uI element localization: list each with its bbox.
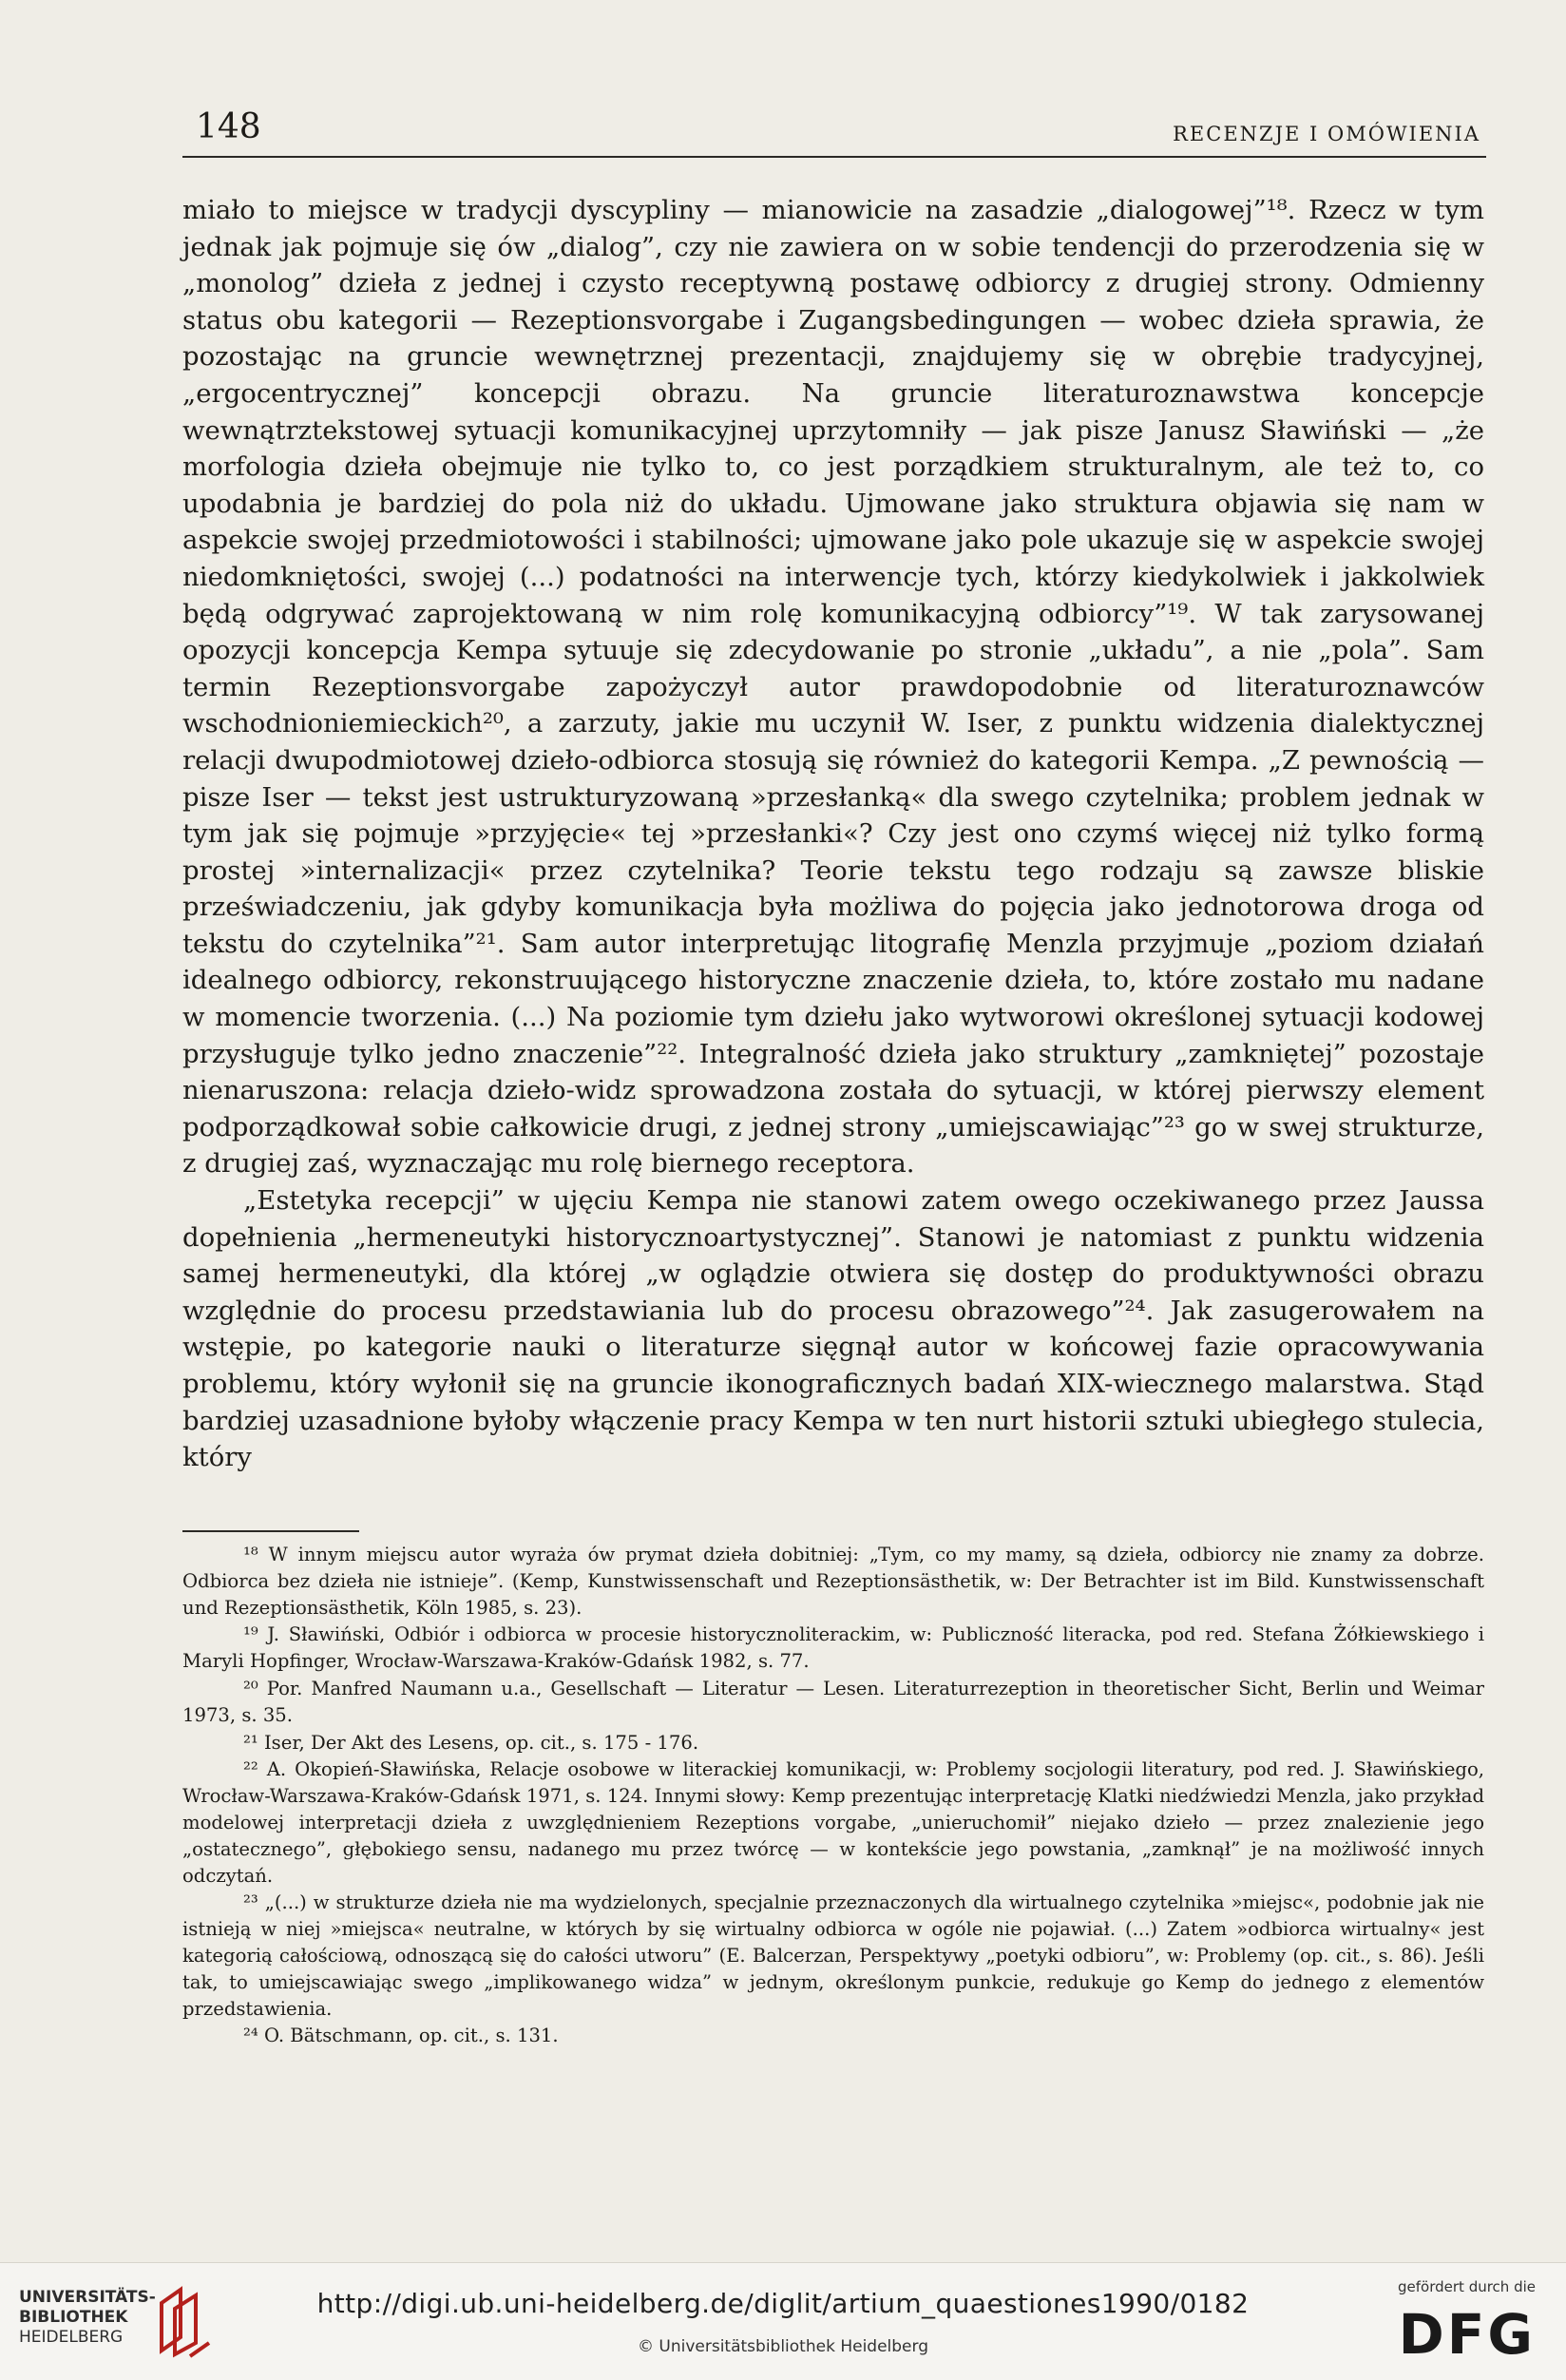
footnote-divider [182, 1530, 359, 1532]
footnote: ²⁰ Por. Manfred Naumann u.a., Gesellschaft — Literatur — Lesen. Literaturrezeption in theoretischer Sicht, Berlin und Weimar 1973, s. 35. [182, 1677, 1484, 1726]
footnote: ²² A. Okopień-Sławińska, Relacje osobowe w literackiej komunikacji, w: Problemy socjologii literatury, pod red. J. Sławińskiego, Wrocław-Warszawa-Kraków-Gdańsk 1971, s. 124. Innymi słowy: Kemp prezentując interpretację Klatki niedźwiedzi Menzla, jako przykład modelowej interpretacji dzieła z uwzględnieniem Rezeptions vorgabe, „unieruchomił” niejako dzieło — przez znalezienie jego „ostatecznego”, głębokiego sensu, nadanego mu przez twórcę — w kontekście jego powstania, „zamknął” je na możliwość innych odczytań. [182, 1758, 1484, 1887]
footnote: ²¹ Iser, Der Akt des Lesens, op. cit., s. 175 - 176. [243, 1731, 699, 1754]
document-url-link[interactable]: http://digi.ub.uni-heidelberg.de/diglit/artium_quaestiones1990/0182 [316, 2288, 1250, 2319]
main-text [182, 192, 1484, 1476]
footnote: ¹⁸ W innym miejscu autor wyraża ów prymat dzieła dobitniej: „Tym, co my mamy, są dzieła, odbiorcy nie znamy za dobrze. Odbiorca bez dzieła nie istnieje”. (Kemp, Kunstwissenschaft und Rezeptionsästhetik, w: Der Betrachter ist im Bild. Kunstwissenschaft und Rezeptionsästhetik, Köln 1985, s. 23). [182, 1544, 1484, 1619]
footnotes [182, 1542, 1484, 2050]
copyright-notice: © Universitätsbibliothek Heidelberg [637, 2337, 928, 2356]
page-number: 148 [196, 107, 261, 146]
paragraph: „Estetyka recepcji” w ujęciu Kempa nie stanowi zatem owego oczekiwanego przez Jaussa dopełnienia „hermeneutyki historycznoartystycznej”. Stanowi je natomiast z punktu widzenia samej hermeneutyki, dla której „w oglądzie otwiera się dostęp do produktywności obrazu względnie do procesu przedstawiania lub do procesu obrazowego”²⁴. Jak zasugerowałem na wstępie, po kategorie nauki o literaturze sięgnął autor w końcowej fazie opracowywania problemu, który wyłonił się na gruncie ikonograficznych badań XIX-wiecznego malarstwa. Stąd bardziej uzasadnione byłoby włączenie pracy Kempa w ten nurt historii sztuki ubiegłego stulecia, który [182, 1185, 1484, 1473]
footnote: ²⁴ O. Bätschmann, op. cit., s. 131. [243, 2025, 559, 2047]
running-head [182, 106, 1486, 158]
footnote: ²³ „(...) w strukturze dzieła nie ma wydzielonych, specjalnie przeznaczonych dla wirtualnego czytelnika »miejsc«, podobnie jak nie istnieją w niej »miejsca« neutralne, w których by się wirtualny odbiorca w ogóle nie pojawiał. (...) Zatem »odbiorca wirtualny« jest kategorią całościową, odnoszącą się do całości utworu” (E. Balcerzan, Perspektywy „poetyki odbioru”, w: Problemy (op. cit., s. 86). Jeśli tak, to umiejscawiając swego „implikowanego widza” w jednym, określonym punkcie, redukuje go Kemp do jednego z elementów przedstawienia. [182, 1891, 1484, 2020]
library-name: UNIVERSITÄTS- BIBLIOTHEK HEIDELBERG [19, 2288, 156, 2347]
digitization-footer [0, 2262, 1566, 2380]
footnote: ¹⁹ J. Sławiński, Odbiór i odbiorca w procesie historycznoliterackim, w: Publiczność literacka, pod red. Stefana Żółkiewskiego i Maryli Hopfinger, Wrocław-Warszawa-Kraków-Gdańsk 1982, s. 77. [182, 1623, 1484, 1673]
funding-note: gefördert durch die [1398, 2278, 1536, 2295]
dfg-logo: DFG [1398, 2302, 1536, 2367]
section-title: RECENZJE I OMÓWIENIA [1173, 123, 1480, 145]
paragraph: miało to miejsce w tradycji dyscypliny — mianowicie na zasadzie „dialogowej”¹⁸. Rzecz w tym jednak jak pojmuje się ów „dialog”, czy nie zawiera on w sobie tendencji do przerodzenia się w „monolog” dzieła z jednej i czysto receptywną postawę odbiorcy z drugiej strony. Odmienny status obu kategorii — Rezeptionsvorgabe i Zugangsbedingungen — wobec dzieła sprawia, że pozostając na gruncie wewnętrznej prezentacji, znajdujemy się w obrębie tradycyjnej, „ergocentrycznej” koncepcji obrazu. Na gruncie literaturoznawstwa koncepcje wewnątrztekstowej sytuacji komunikacyjnej uprzytomniły — jak pisze Janusz Sławiński — „że morfologia dzieła obejmuje nie tylko to, co jest porządkiem strukturalnym, ale też to, co upodabnia je bardziej do pola niż do układu. Ujmowane jako struktura objawia się nam w aspekcie swojej przedmiotowości i stabilności; ujmowane jako pole ukazuje się w aspekcie swojej niedomkniętości, swojej (...) podatności na interwencje tych, którzy kiedykolwiek i jakkolwiek będą odgrywać zaprojektowaną w nim rolę komunikacyjną odbiorcy”¹⁹. W tak zarysowanej opozycji koncepcja Kempa sytuuje się zdecydowanie po stronie „układu”, a nie „pola”. Sam termin Rezeptionsvorgabe zapożyczył autor prawdopodobnie od literaturoznawców wschodnioniemieckich²⁰, a zarzuty, jakie mu uczynił W. Iser, z punktu widzenia dialektycznej relacji dwupodmiotowej dzieło-odbiorca stosują się również do kategorii Kempa. „Z pewnością — pisze Iser — tekst jest ustrukturyzowaną »przesłanką« dla swego czytelnika; problem jednak w tym jak się pojmuje »przyjęcie« tej »przesłanki«? Czy jest ono czymś więcej niż tylko formą prostej »internalizacji« przez czytelnika? Teorie tekstu tego rodzaju są zawsze bliskie przeświadczeniu, jak gdyby komunikacja była możliwa do pojęcia jako jednotorowa droga od tekstu do czytelnika”²¹. Sam autor interpretując litografię Menzla przyjmuje „poziom działań idealnego odbiorcy, rekonstruującego historyczne znaczenie dzieła, to, które zostało mu nadane w momencie tworzenia. (...) Na poziomie tym dziełu jako wytworowi określonej sytuacji kodowej przysługuje tylko jedno znaczenie”²². Integralność dzieła jako struktury „zamkniętej” pozostaje nienaruszona: relacja dzieło-widz sprowadzona została do sytuacji, w której pierwszy element podporządkował sobie całkowicie drugi, z jednej strony „umiejscawiając”²³ go w swej strukturze, z drugiej zaś, wyznaczając mu rolę biernego receptora. [182, 195, 1484, 1180]
